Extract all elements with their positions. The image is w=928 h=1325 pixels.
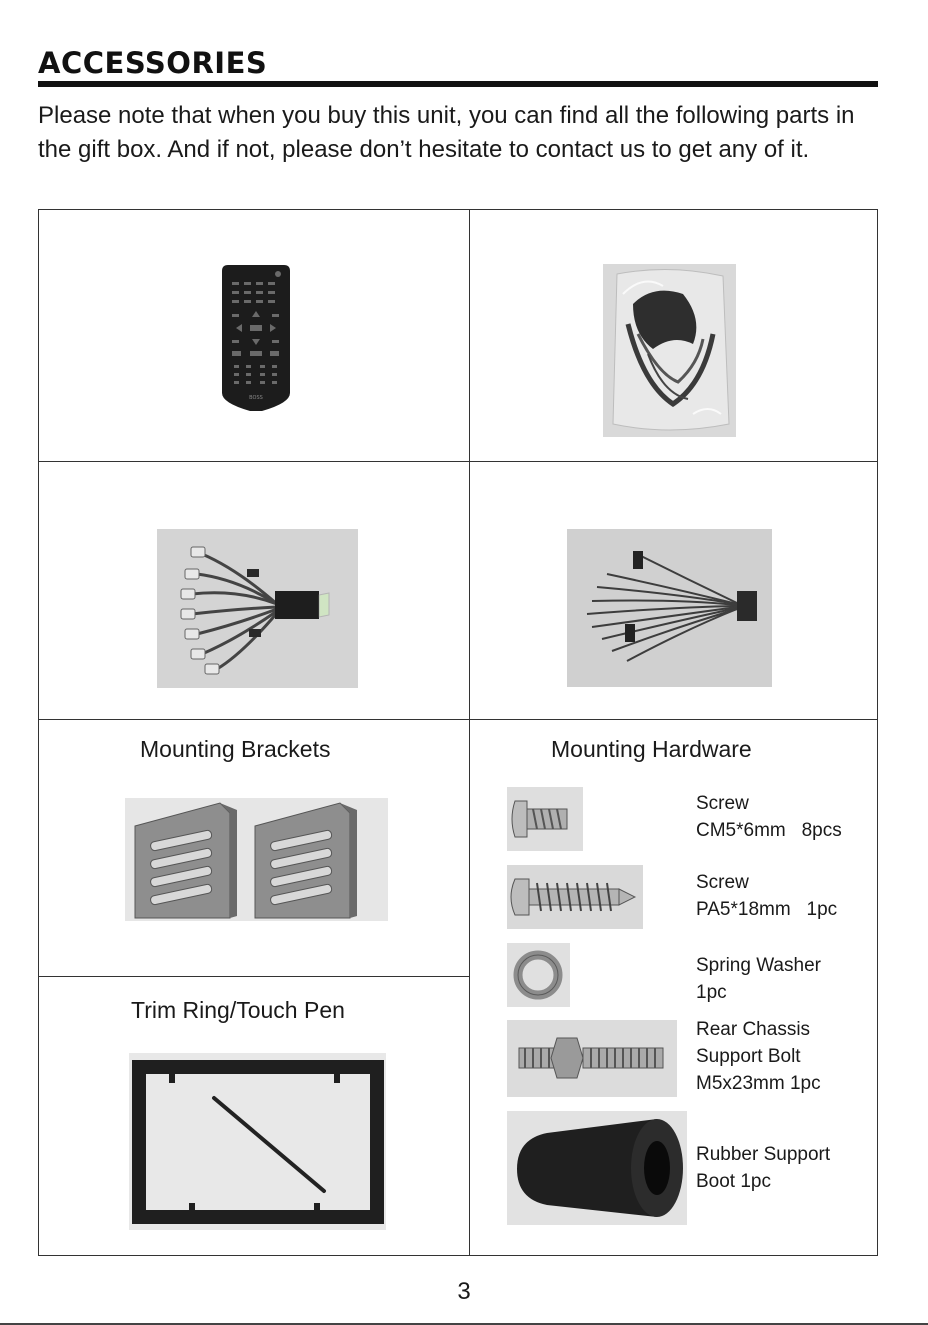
support-bolt-photo xyxy=(507,1020,677,1097)
rubber-boot-photo xyxy=(507,1111,687,1225)
trim-ring-label: Trim Ring/Touch Pen xyxy=(131,997,345,1023)
page-number: 3 xyxy=(457,1278,471,1305)
spring-washer-photo xyxy=(507,943,570,1007)
table-row-divider xyxy=(38,719,878,720)
wiring-bag-photo xyxy=(603,264,736,437)
hardware-part-text: Rubber Support Boot 1pc xyxy=(696,1144,831,1192)
screw-pa5-photo xyxy=(507,865,643,929)
screw-cm5-photo xyxy=(507,787,583,851)
mounting-brackets-label: Mounting Brackets xyxy=(140,736,331,762)
power-harness-photo xyxy=(567,529,772,687)
mounting-brackets-photo xyxy=(125,798,388,921)
trim-ring-photo xyxy=(129,1053,386,1230)
hardware-part-text: Screw CM5*6mm 8pcs xyxy=(696,793,842,841)
table-column-divider xyxy=(469,209,470,1256)
table-row-divider xyxy=(38,461,878,462)
table-row-divider xyxy=(38,976,469,977)
remote-control-photo xyxy=(222,265,290,411)
remote-brand-logo: BOSS xyxy=(249,395,263,401)
title-underline xyxy=(38,81,878,87)
hardware-part-text: Rear Chassis Support Bolt M5x23mm 1pc xyxy=(696,1019,821,1094)
page-title: ACCESSORIES xyxy=(38,46,268,80)
intro-paragraph: Please note that when you buy this unit, you can find all the following parts in the gift box. And if not, please don’t hesitate to contact us to get any of it. xyxy=(38,102,855,163)
hardware-part-text: Screw PA5*18mm 1pc xyxy=(696,872,838,920)
hardware-part-text: Spring Washer 1pc xyxy=(696,955,821,1003)
rca-cable-photo xyxy=(157,529,358,688)
mounting-hardware-label: Mounting Hardware xyxy=(551,736,752,762)
